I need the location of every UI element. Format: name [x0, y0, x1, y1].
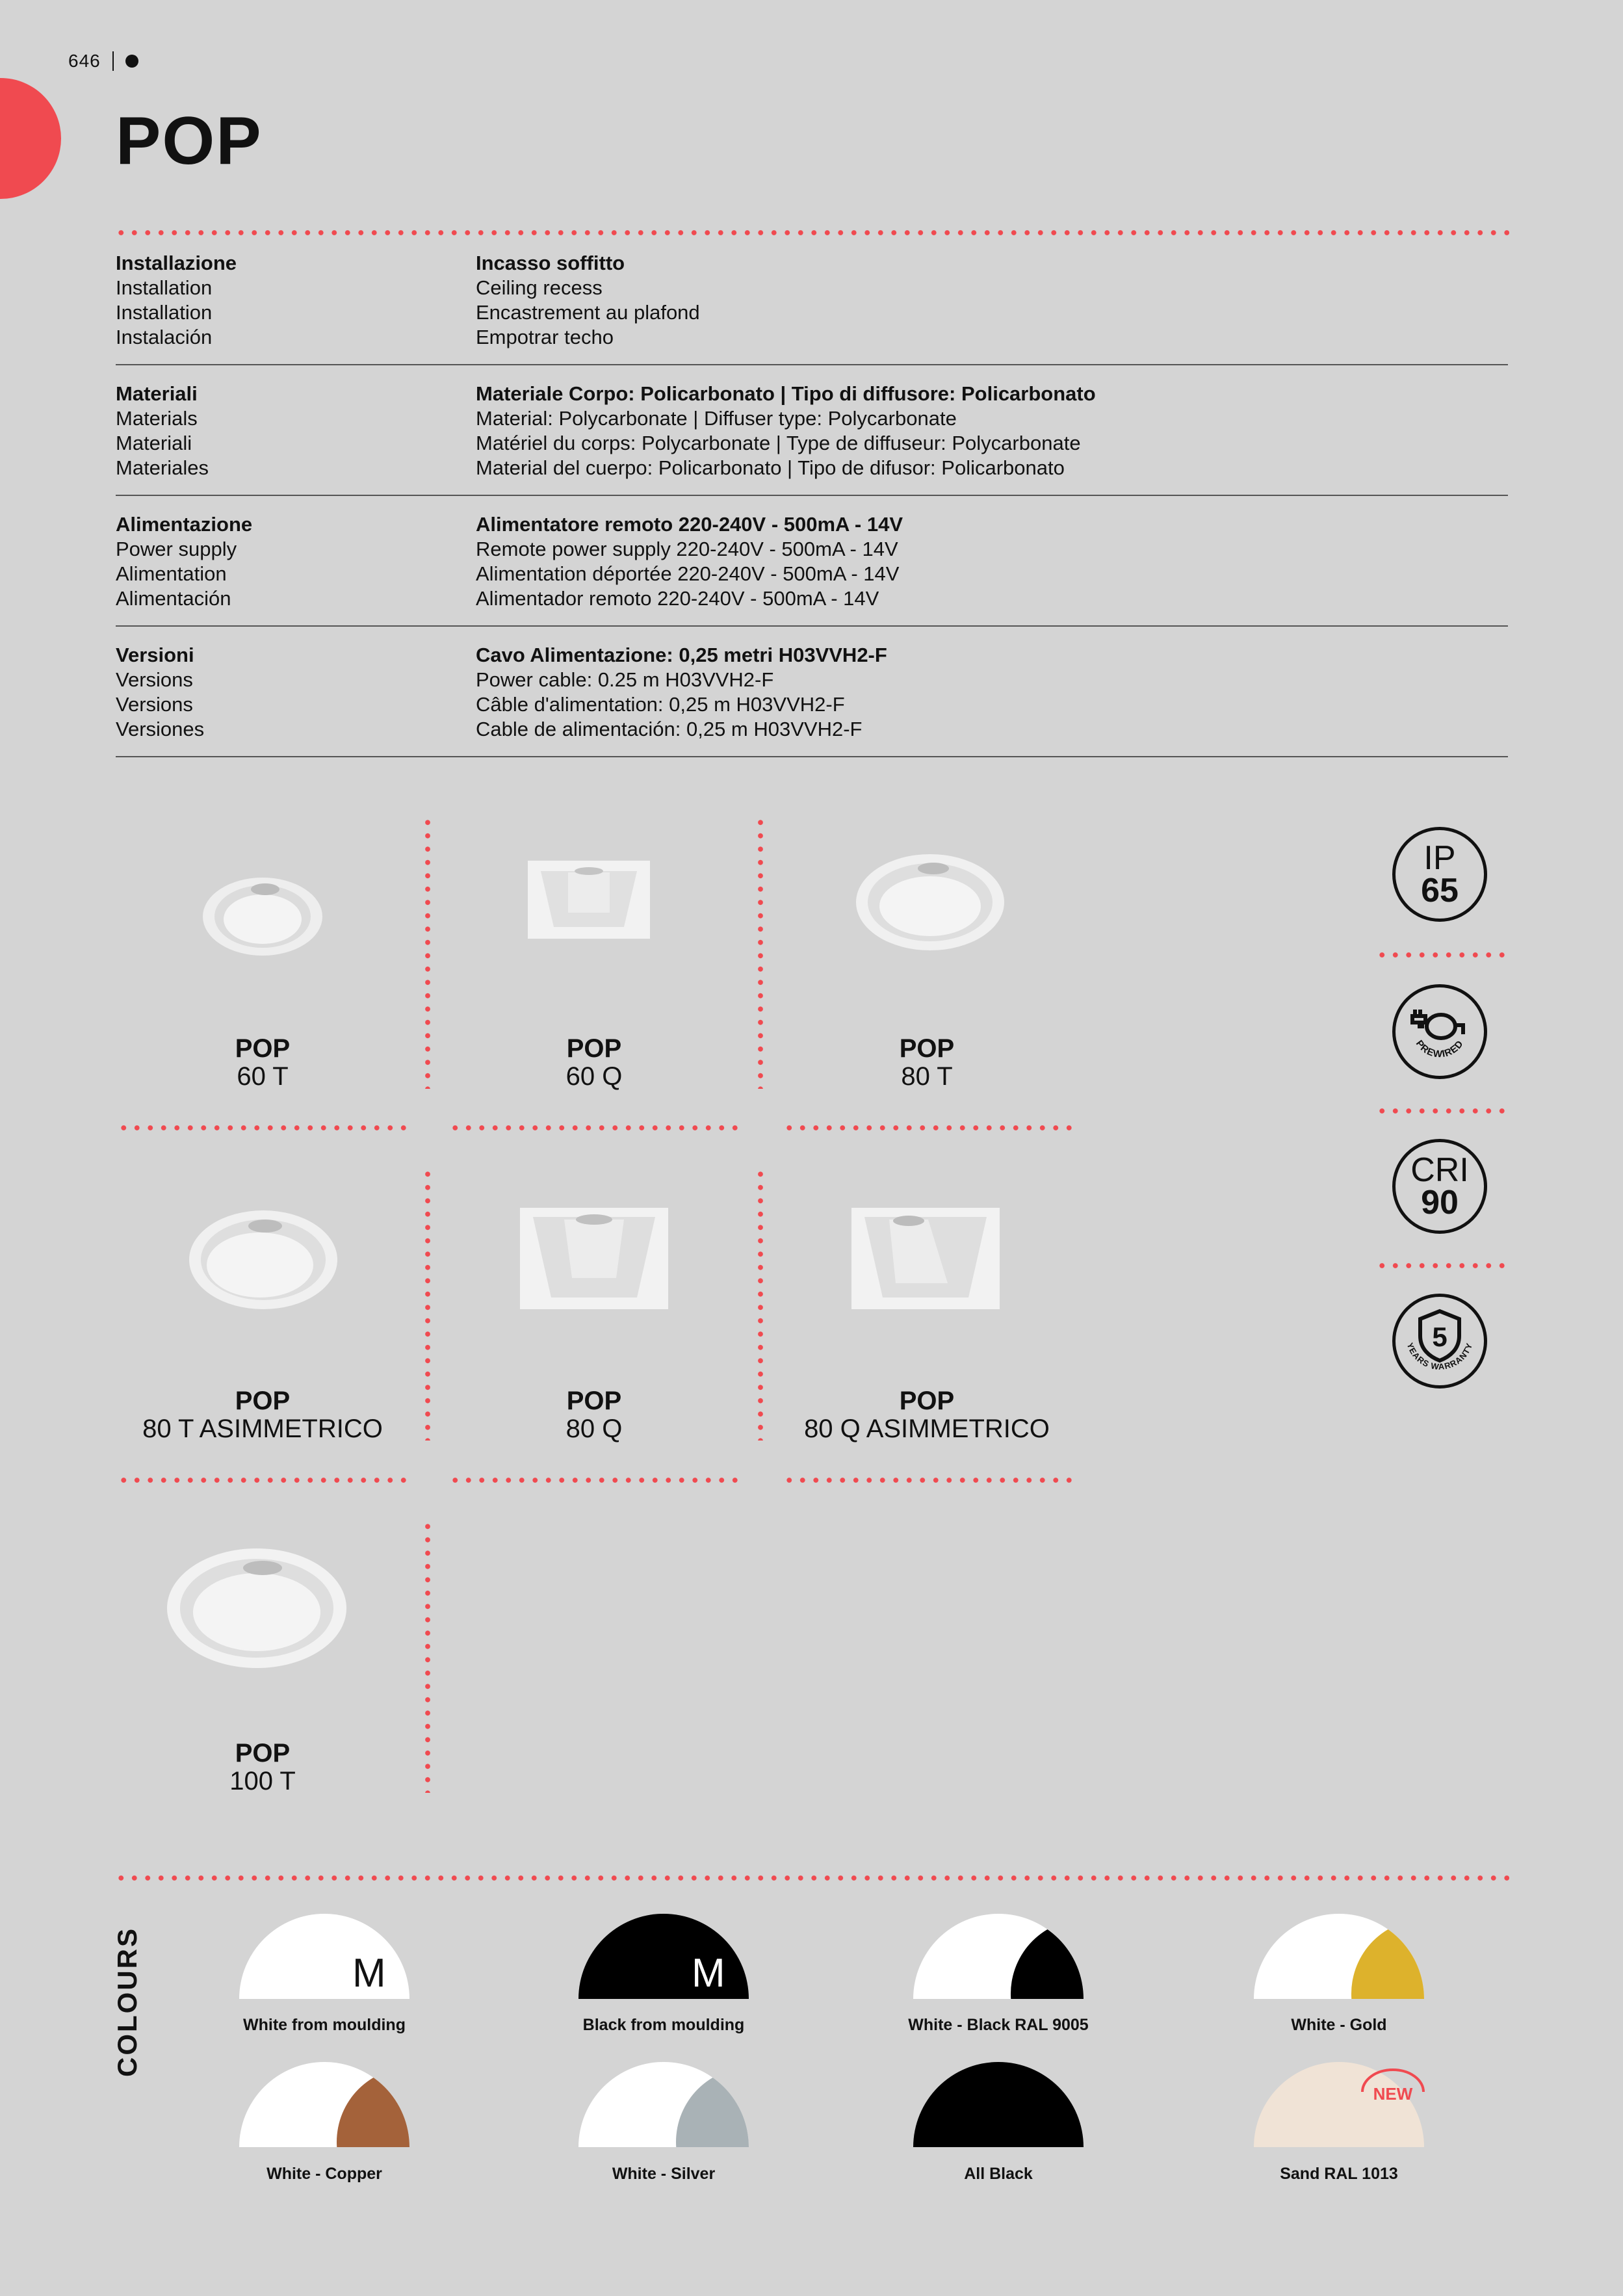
product-variant: 80 Q ASIMMETRICO	[804, 1415, 1050, 1443]
spec-value: Alimentation déportée 220-240V - 500mA - 14V	[476, 562, 900, 585]
spec-label: Materiali	[116, 432, 192, 454]
dotted-divider-top	[114, 230, 1509, 235]
swatch-label: Black from moulding	[582, 2016, 745, 2034]
swatch-accent	[1351, 1919, 1424, 1999]
swatch-label: White - Copper	[266, 2165, 382, 2183]
rule	[116, 364, 1508, 365]
warranty-years: 5	[1432, 1322, 1448, 1352]
swatch-white-copper	[239, 2062, 409, 2147]
product-variant: 60 T	[237, 1062, 289, 1091]
product-caption	[777, 1387, 1076, 1443]
product-name: POP	[566, 1387, 622, 1415]
spec-label: Installation	[116, 301, 213, 324]
swatch-label: White from moulding	[243, 2016, 406, 2034]
product-name: POP	[566, 1034, 622, 1063]
swatch-label: White - Gold	[1291, 2016, 1387, 2034]
swatch-accent	[337, 2067, 409, 2147]
spec-label: Materiales	[116, 456, 209, 479]
grid-divider	[117, 1125, 409, 1130]
corner-accent-circle	[0, 78, 61, 199]
spec-row-versions	[116, 643, 1507, 740]
swatch-black-from-moulding	[578, 1914, 749, 1999]
moulding-mark: M	[692, 1951, 725, 1996]
swatch-label: White - Silver	[612, 2165, 716, 2183]
dotted-divider-colours	[114, 1875, 1509, 1881]
grid-divider	[425, 1168, 430, 1441]
product-name: POP	[235, 1387, 291, 1415]
badge-bottom-text: 65	[1421, 872, 1459, 909]
spec-label-main: Alimentazione	[116, 513, 253, 536]
badge-divider	[1375, 952, 1511, 958]
product-image-pop-80-t	[854, 850, 1006, 952]
spec-value: Material: Polycarbonate | Diffuser type: Polycarbonate	[476, 407, 957, 430]
swatch-accent	[676, 2067, 749, 2147]
spec-value-main: Incasso soffitto	[476, 252, 625, 274]
swatch-white-silver	[578, 2062, 749, 2147]
ip65-badge	[1392, 827, 1487, 922]
product-caption	[445, 1387, 744, 1443]
spec-row-installation	[116, 251, 1507, 348]
badge-divider	[1375, 1263, 1511, 1268]
prewired-badge	[1392, 984, 1487, 1079]
warranty-badge	[1392, 1294, 1487, 1389]
product-name: POP	[899, 1034, 955, 1063]
spec-label: Alimentación	[116, 587, 231, 610]
product-caption	[113, 1387, 412, 1443]
spec-value: Alimentador remoto 220-240V - 500mA - 14V	[476, 587, 879, 610]
product-image-pop-80-t-asimmetrico	[187, 1207, 339, 1311]
prewired-icon	[1396, 987, 1484, 1076]
page-number	[68, 51, 138, 72]
warranty-text: YEARS WARRANTY	[1405, 1341, 1475, 1372]
grid-divider	[425, 816, 430, 1089]
colours-heading: COLOURS	[112, 1927, 142, 2077]
spec-value: Material del cuerpo: Policarbonato | Tipo de difusor: Policarbonato	[476, 456, 1065, 479]
grid-divider	[448, 1478, 741, 1483]
spec-label: Versions	[116, 693, 193, 716]
swatch-label: White - Black RAL 9005	[908, 2016, 1089, 2034]
product-caption	[445, 1035, 744, 1091]
swatch-accent	[1011, 1919, 1084, 1999]
rule	[116, 625, 1508, 627]
badge-bottom-text: 90	[1421, 1184, 1459, 1221]
product-image-pop-80-q	[519, 1207, 669, 1311]
spec-label: Installation	[116, 276, 213, 299]
spec-label: Power supply	[116, 538, 237, 560]
grid-divider	[448, 1125, 741, 1130]
grid-divider	[758, 816, 763, 1089]
page-title: POP	[116, 103, 263, 179]
prewired-text: PREWIRED	[1413, 1038, 1466, 1060]
swatch-label: Sand RAL 1013	[1280, 2165, 1398, 2183]
grid-divider	[783, 1125, 1075, 1130]
swatch-white-black-ral-9005	[913, 1914, 1084, 1999]
grid-divider	[783, 1478, 1075, 1483]
spec-label-main: Installazione	[116, 252, 237, 274]
product-variant: 100 T	[229, 1767, 296, 1795]
spec-row-materials	[116, 382, 1507, 479]
rule	[116, 756, 1508, 757]
bullet-icon	[125, 55, 138, 68]
spec-label-main: Materiali	[116, 382, 198, 405]
grid-divider	[758, 1168, 763, 1441]
product-variant: 80 T ASIMMETRICO	[142, 1415, 383, 1443]
spec-value: Power cable: 0.25 m H03VVH2-F	[476, 668, 774, 691]
swatch-label: All Black	[964, 2165, 1033, 2183]
swatch-white-from-moulding	[239, 1914, 409, 1999]
spec-label: Instalación	[116, 326, 213, 348]
product-caption	[777, 1035, 1076, 1091]
spec-value: Cable de alimentación: 0,25 m H03VVH2-F	[476, 718, 863, 740]
spec-value: Remote power supply 220-240V - 500mA - 14V	[476, 538, 898, 560]
spec-value: Ceiling recess	[476, 276, 603, 299]
product-image-pop-60-t	[200, 871, 325, 957]
spec-value-main: Materiale Corpo: Policarbonato | Tipo di diffusore: Policarbonato	[476, 382, 1096, 405]
swatch-white-gold	[1254, 1914, 1424, 1999]
page-number-text: 646	[68, 51, 101, 71]
spec-value: Empotrar techo	[476, 326, 614, 348]
new-badge	[1357, 2066, 1429, 2105]
spec-value-main: Cavo Alimentazione: 0,25 metri H03VVH2-F	[476, 644, 887, 666]
grid-divider	[117, 1478, 409, 1483]
spec-value: Encastrement au plafond	[476, 301, 700, 324]
product-image-pop-100-t	[165, 1545, 348, 1671]
cri90-badge	[1392, 1139, 1487, 1234]
spec-label: Materials	[116, 407, 198, 430]
product-variant: 80 Q	[565, 1415, 623, 1443]
product-name: POP	[899, 1387, 955, 1415]
rule	[116, 495, 1508, 496]
swatch-all-black	[913, 2062, 1084, 2147]
product-caption	[113, 1035, 412, 1091]
separator	[112, 51, 114, 71]
shield-icon	[1396, 1297, 1484, 1385]
product-image-pop-60-q	[526, 859, 651, 940]
new-label: NEW	[1373, 2084, 1413, 2104]
spec-value: Câble d'alimentation: 0,25 m H03VVH2-F	[476, 693, 845, 716]
moulding-mark: M	[352, 1951, 386, 1996]
product-image-pop-80-q-asimmetrico	[850, 1207, 1001, 1311]
spec-row-power-supply	[116, 512, 1507, 610]
spec-value-main: Alimentatore remoto 220-240V - 500mA - 14V	[476, 513, 903, 536]
product-name: POP	[235, 1739, 291, 1768]
badge-divider	[1375, 1108, 1511, 1114]
spec-label: Alimentation	[116, 562, 227, 585]
product-name: POP	[235, 1034, 291, 1063]
product-variant: 60 Q	[565, 1062, 623, 1091]
spec-label: Versiones	[116, 718, 205, 740]
product-variant: 80 T	[901, 1062, 953, 1091]
spec-value: Matériel du corps: Polycarbonate | Type de diffuseur: Polycarbonate	[476, 432, 1081, 454]
badge-top-text: IP	[1423, 839, 1456, 877]
grid-divider	[425, 1520, 430, 1793]
svg-text:PREWIRED	[1414, 1038, 1466, 1060]
product-caption	[113, 1740, 412, 1795]
badge-top-text: CRI	[1410, 1151, 1469, 1189]
spec-label-main: Versioni	[116, 644, 194, 666]
spec-label: Versions	[116, 668, 193, 691]
